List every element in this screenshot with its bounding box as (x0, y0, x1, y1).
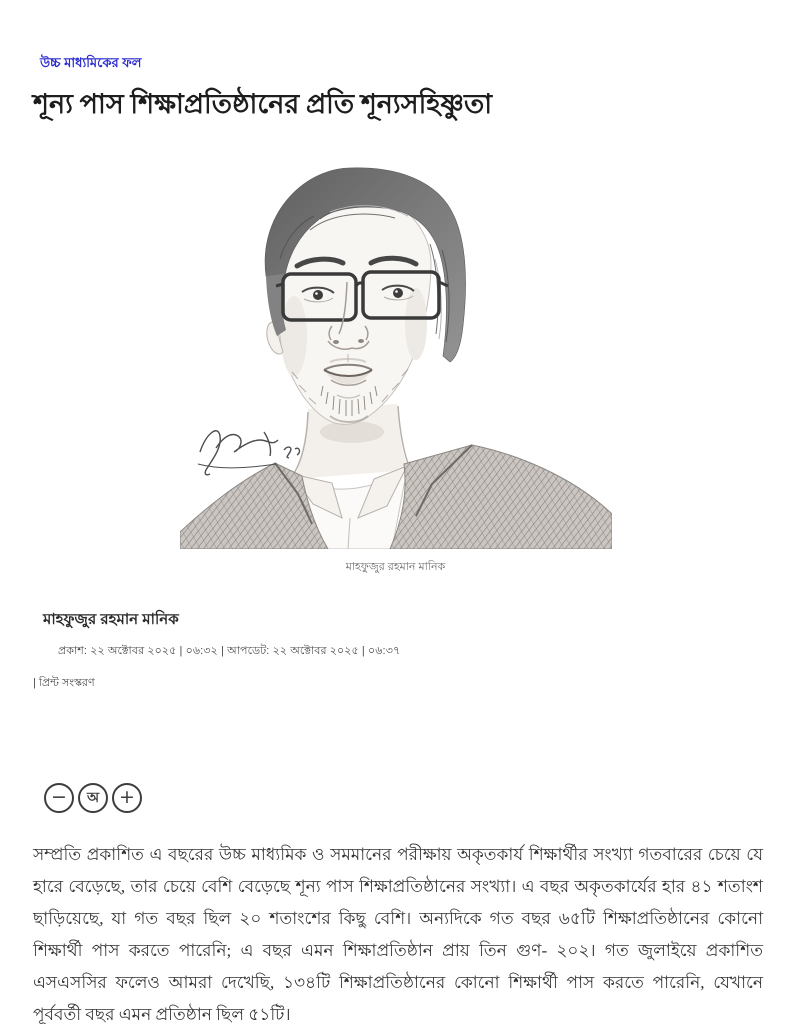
figure-caption: মাহফুজুর রহমান মানিক (345, 560, 446, 573)
increase-font-button[interactable] (112, 783, 142, 813)
font-letter-icon: অ (86, 789, 100, 806)
category-link[interactable]: উচ্চ মাধ্যমিকের ফল (40, 55, 142, 70)
font-size-controls (44, 783, 791, 813)
decrease-font-button[interactable] (44, 783, 74, 813)
article-figure (0, 164, 791, 577)
publish-update-timestamps: প্রকাশ: ২২ অক্টোবর ২০২৫ | ০৬:৩২ | আপডেট: ২২ অক্টোবর ২০২৫ | ০৬:৩৭ (58, 644, 401, 657)
minus-icon: − (51, 786, 67, 809)
article-paragraph: সম্প্রতি প্রকাশিত এ বছরের উচ্চ মাধ্যমিক ও সমমানের পরীক্ষায় অকৃতকার্য শিক্ষার্থীর সংখ্যা গতবারের চেয়ে যে হারে বেড়েছে, তার চেয়ে বেশি বেড়েছে শূন্য পাস শিক্ষাপ্রতিষ্ঠানের সংখ্যা। এ বছর অকৃতকার্যের হার ৪১ শতাংশ ছাড়িয়েছে, যা গত বছর ছিল ২০ শতাংশের কিছু বেশি। অন্যদিকে গত বছর ৬৫টি শিক্ষাপ্রতিষ্ঠানের কোনো শিক্ষার্থী পাস করতে পারেনি; এ বছর এমন শিক্ষাপ্রতিষ্ঠান প্রায় তিন গুণ- ২০২। গত জুলাইয়ে প্রকাশিত এসএসসির ফলেও আমরা দেখেছি, ১৩৪টি শিক্ষাপ্রতিষ্ঠানের কোনো শিক্ষার্থী পাস করতে পারেনি, যেখানে পূর্ববর্তী বছর এমন প্রতিষ্ঠান ছিল ৫১টি। (33, 844, 763, 1024)
plus-icon: + (119, 786, 135, 809)
print-edition-label: | প্রিন্ট সংস্করণ (33, 676, 95, 689)
portrait-sketch-image (180, 164, 612, 549)
author-name: মাহফুজুর রহমান মানিক (43, 610, 179, 628)
page-title: শূন্য পাস শিক্ষাপ্রতিষ্ঠানের প্রতি শূন্যসহিষ্ণুতা (33, 89, 493, 119)
default-font-button[interactable] (78, 783, 108, 813)
byline (0, 608, 791, 693)
